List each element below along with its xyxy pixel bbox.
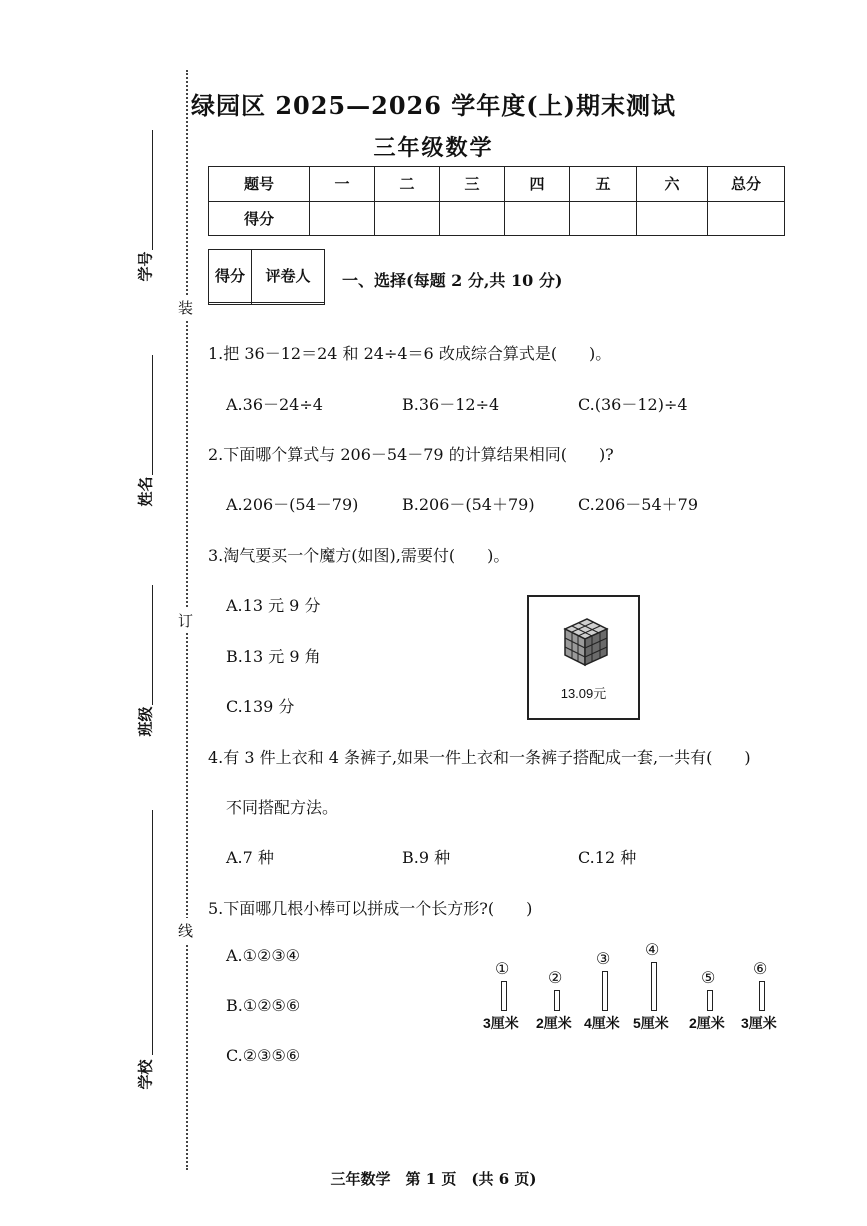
stick-length-label: 3厘米: [741, 1015, 777, 1031]
q4-option-c[interactable]: C.12 种: [578, 848, 637, 867]
cube-price: 13.09元: [560, 686, 607, 701]
q3-option-c[interactable]: C.139 分: [226, 697, 295, 716]
stick-1: [501, 981, 507, 1012]
q1-option-a[interactable]: A.36－24÷4: [226, 395, 323, 414]
q2-option-b[interactable]: B.206－(54＋79): [402, 495, 535, 514]
q5-option-a[interactable]: A.①②③④: [226, 946, 301, 965]
grader-score-cell[interactable]: [209, 302, 252, 304]
score-header-cell: 总分: [708, 167, 785, 202]
q3-option-b[interactable]: B.13 元 9 角: [226, 647, 321, 666]
school-label: 学校: [136, 1059, 155, 1090]
stick-length-label: 2厘米: [536, 1015, 572, 1031]
stick-length-label: 2厘米: [689, 1015, 725, 1031]
stick-number: ①: [495, 958, 510, 978]
stick-length-label: 5厘米: [633, 1015, 669, 1031]
binding-mark-zhuang: 装: [178, 295, 193, 320]
question-4: 4.有 3 件上衣和 4 条裤子,如果一件上衣和一条裤子搭配成一套,一共有( ): [208, 748, 751, 767]
q2-option-a[interactable]: A.206－(54－79): [226, 495, 359, 514]
stick-number: ②: [548, 968, 563, 987]
question-4-continued: 不同搭配方法。: [226, 798, 339, 817]
score-table: [208, 166, 785, 236]
score-cell[interactable]: [505, 201, 570, 236]
q5-option-b[interactable]: B.①②⑤⑥: [226, 996, 301, 1015]
q1-option-b[interactable]: B.36－12÷4: [402, 395, 500, 414]
q3-option-a[interactable]: A.13 元 9 分: [226, 596, 321, 615]
grader-box: [208, 249, 325, 305]
stick-6: [759, 981, 765, 1012]
grader-name-header: 评卷人: [252, 250, 325, 303]
stick-5: [707, 990, 713, 1011]
score-table-score-row: [209, 201, 785, 236]
exam-title: 绿园区 2025—2026 学年度(上)期末测试: [190, 91, 676, 120]
stick-number: ④: [645, 939, 660, 959]
grader-score-header: 得分: [209, 250, 252, 303]
student-name-line[interactable]: [152, 355, 153, 475]
binding-mark-ding: 订: [178, 608, 193, 633]
page-footer: 三年数学 第 1 页 (共 6 页): [330, 1170, 537, 1188]
rubik-cube-icon: [555, 611, 615, 671]
section-heading: 一、选择(每题 2 分,共 10 分): [342, 271, 563, 290]
score-cell[interactable]: [440, 201, 505, 236]
score-cell[interactable]: [570, 201, 637, 236]
stick-number: ⑤: [701, 968, 716, 987]
stick-number: ⑥: [753, 958, 768, 978]
q2-option-c[interactable]: C.206－54＋79: [578, 495, 699, 514]
score-header-cell: 三: [440, 167, 505, 202]
question-5: 5.下面哪几根小棒可以拼成一个长方形?( ): [208, 899, 533, 918]
score-header-cell: 五: [570, 167, 637, 202]
student-id-label: 学号: [136, 251, 155, 282]
school-line[interactable]: [152, 810, 153, 1055]
stick-3: [602, 971, 608, 1011]
score-header-cell: 六: [637, 167, 708, 202]
stick-length-label: 4厘米: [584, 1015, 620, 1031]
score-header-cell: 四: [505, 167, 570, 202]
score-row-label: 得分: [209, 201, 310, 236]
score-cell[interactable]: [708, 201, 785, 236]
stick-4: [651, 962, 657, 1012]
grader-name-cell[interactable]: [252, 302, 325, 304]
rubik-cube-figure: [527, 595, 640, 720]
score-cell[interactable]: [310, 201, 375, 236]
stick-number: ③: [596, 949, 611, 968]
q1-option-c[interactable]: C.(36－12)÷4: [578, 395, 688, 414]
score-cell[interactable]: [375, 201, 440, 236]
score-table-header-row: [209, 167, 785, 202]
q5-option-c[interactable]: C.②③⑤⑥: [226, 1046, 301, 1065]
q4-option-b[interactable]: B.9 种: [402, 848, 451, 867]
student-class-label: 班级: [136, 706, 155, 737]
binding-mark-xian: 线: [178, 918, 193, 943]
score-header-cell: 二: [375, 167, 440, 202]
score-header-cell: 题号: [209, 167, 310, 202]
question-2: 2.下面哪个算式与 206－54－79 的计算结果相同( )?: [208, 445, 614, 464]
student-class-line[interactable]: [152, 585, 153, 705]
student-name-label: 姓名: [136, 476, 155, 507]
score-cell[interactable]: [637, 201, 708, 236]
score-header-cell: 一: [310, 167, 375, 202]
stick-2: [554, 990, 560, 1011]
question-3: 3.淘气要买一个魔方(如图),需要付( )。: [208, 546, 510, 565]
stick-length-label: 3厘米: [483, 1015, 519, 1031]
q4-option-a[interactable]: A.7 种: [226, 848, 274, 867]
exam-subtitle: 三年级数学: [373, 135, 494, 161]
question-1: 1.把 36－12＝24 和 24÷4＝6 改成综合算式是( )。: [208, 344, 612, 363]
